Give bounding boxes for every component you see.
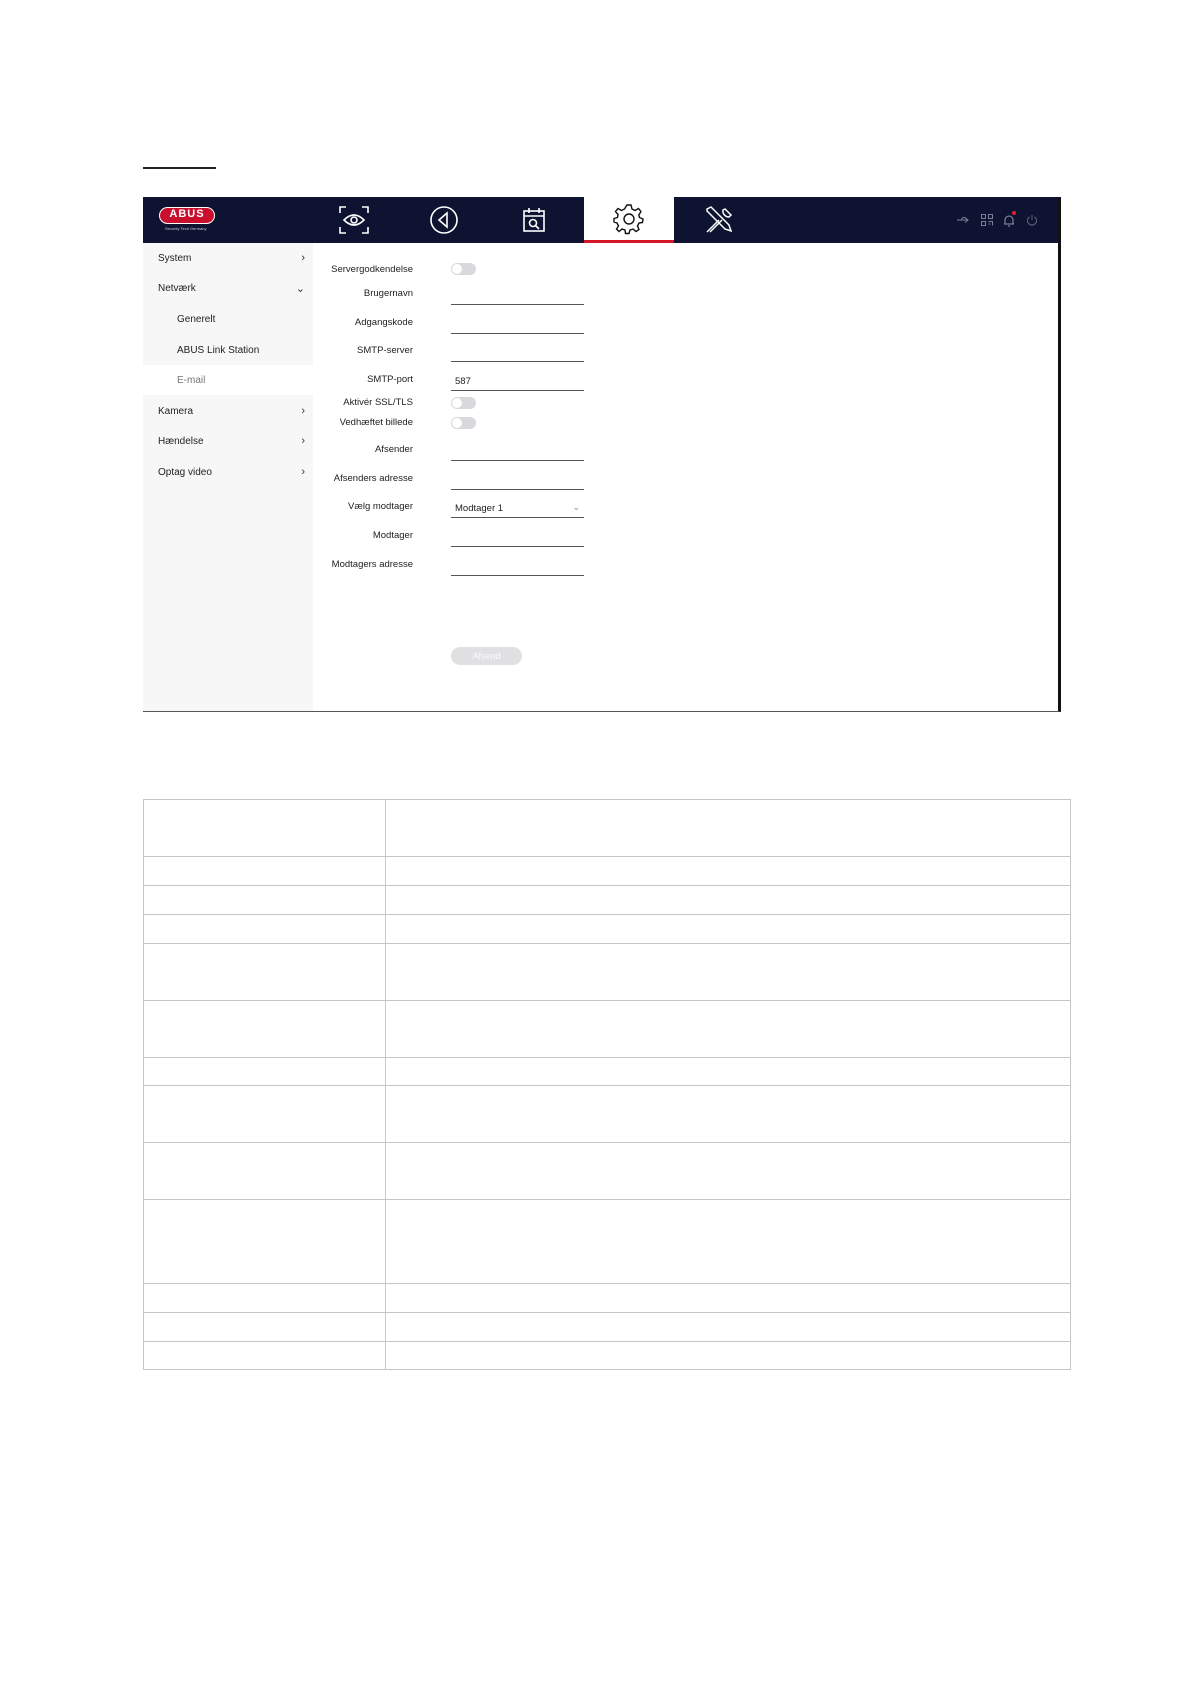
tab-maintenance[interactable]: [674, 197, 764, 243]
table-cell: [386, 915, 1071, 944]
eye-scan-icon: [338, 205, 370, 235]
choose-recipient-select[interactable]: [451, 499, 584, 518]
sidebar-item-label: Hændelse: [158, 435, 204, 447]
table-cell: [386, 857, 1071, 886]
table-cell: [386, 886, 1071, 915]
table-row: [144, 886, 1071, 915]
table-row: [144, 1058, 1071, 1086]
form-row-recipient-address: [143, 553, 613, 577]
chevron-right-icon: ›: [301, 252, 305, 264]
form-row-sender-address: [143, 467, 613, 491]
table-cell: [144, 886, 386, 915]
password-label: Adgangskode: [354, 317, 413, 328]
table-row: [144, 944, 1071, 1001]
tab-playback[interactable]: [399, 197, 489, 243]
tab-search[interactable]: [489, 197, 579, 243]
table-cell: [144, 857, 386, 886]
table-cell: [144, 1200, 386, 1284]
table-cell: [144, 1143, 386, 1200]
table-cell: [144, 1342, 386, 1370]
chevron-down-icon: ⌄: [572, 502, 580, 512]
choose-recipient-value: Modtager 1: [455, 503, 504, 514]
table-cell: [386, 800, 1071, 857]
back-arrow-circle-icon: [429, 205, 459, 235]
logo-text: ABUS: [169, 208, 205, 220]
smtp-port-field[interactable]: 587: [451, 372, 584, 391]
table-row: [144, 1143, 1071, 1200]
gear-icon: [613, 203, 645, 235]
send-button[interactable]: Afsend: [451, 647, 522, 665]
table-cell: [144, 1086, 386, 1143]
ssl-tls-toggle[interactable]: [451, 397, 476, 409]
sidebar-item-label: System: [158, 252, 192, 264]
choose-recipient-label: Vælg modtager: [348, 501, 413, 512]
recipient-address-label: Modtagers adresse: [331, 559, 413, 570]
server-auth-toggle[interactable]: [451, 263, 476, 275]
table-cell: [144, 915, 386, 944]
sender-address-field[interactable]: [451, 471, 584, 490]
nvr-settings-window: [143, 197, 1061, 712]
bell-icon[interactable]: [1001, 212, 1017, 228]
table-cell: [386, 1342, 1071, 1370]
attach-image-toggle[interactable]: [451, 417, 476, 429]
calendar-search-icon: [521, 206, 547, 234]
form-row-username: [143, 282, 613, 306]
table-cell: [386, 1086, 1071, 1143]
table-cell: [386, 944, 1071, 1001]
form-row-server-auth: [143, 258, 613, 282]
logo-tagline: Security Tech Germany: [165, 226, 207, 231]
password-field[interactable]: [451, 315, 584, 334]
power-icon[interactable]: [1024, 212, 1040, 228]
email-settings-form: [143, 243, 1058, 712]
tab-settings[interactable]: [584, 197, 674, 243]
chevron-down-icon: ⌄: [295, 282, 305, 295]
username-field[interactable]: [451, 286, 584, 305]
table-row: [144, 1086, 1071, 1143]
sidebar-item-label: Generelt: [177, 313, 216, 325]
table-row: [144, 1284, 1071, 1313]
form-row-smtp-server: [143, 339, 613, 363]
table-cell: [386, 1058, 1071, 1086]
qr-code-icon[interactable]: [979, 212, 995, 228]
settings-description-table: [143, 799, 1071, 1370]
form-row-password: [143, 311, 613, 335]
form-row-recipient: [143, 524, 613, 548]
sidebar-item-label: Optag video: [158, 466, 212, 478]
top-navigation-bar: [143, 197, 1058, 243]
chevron-right-icon: ›: [301, 405, 305, 417]
sender-label: Afsender: [374, 444, 413, 455]
wrench-screwdriver-icon: [703, 204, 735, 236]
form-row-choose-recipient: [143, 495, 613, 519]
table-cell: [144, 1284, 386, 1313]
toggle-knob: [452, 398, 462, 408]
sender-field[interactable]: [451, 442, 584, 461]
recipient-field[interactable]: [451, 528, 584, 547]
smtp-server-label: SMTP-server: [357, 345, 413, 356]
table-cell: [144, 1058, 386, 1086]
table-cell: [144, 1313, 386, 1342]
notification-dot: [1012, 211, 1016, 215]
table-cell: [144, 944, 386, 1001]
table-cell: [386, 1200, 1071, 1284]
form-row-attach-image: [143, 413, 613, 437]
sidebar-item-label: Netværk: [158, 282, 196, 294]
form-row-sender: [143, 435, 613, 462]
table-cell: [386, 1313, 1071, 1342]
section-title-underline: [143, 167, 216, 169]
tab-live-view[interactable]: [309, 197, 399, 243]
username-label: Brugernavn: [363, 288, 413, 299]
smtp-server-field[interactable]: [451, 343, 584, 362]
usb-icon[interactable]: [955, 212, 971, 228]
recipient-address-field[interactable]: [451, 557, 584, 576]
toggle-knob: [452, 264, 462, 274]
table-row: [144, 1200, 1071, 1284]
sidebar-item-label: Kamera: [158, 405, 194, 417]
table-row: [144, 1342, 1071, 1370]
sidebar-item-label: ABUS Link Station: [177, 344, 260, 356]
table-row: [144, 857, 1071, 886]
smtp-port-label: SMTP-port: [367, 374, 413, 385]
toggle-knob: [452, 418, 462, 428]
sender-address-label: Afsenders adresse: [333, 473, 413, 484]
table-row: [144, 915, 1071, 944]
table-cell: [386, 1143, 1071, 1200]
attach-image-label: Vedhæftet billede: [339, 417, 413, 428]
chevron-right-icon: ›: [301, 466, 305, 478]
table-row: [144, 1313, 1071, 1342]
ssl-tls-label: Aktivér SSL/TLS: [343, 397, 413, 408]
table-row: [144, 1001, 1071, 1058]
table-cell: [386, 1284, 1071, 1313]
recipient-label: Modtager: [372, 530, 413, 541]
table-cell: [144, 1001, 386, 1058]
table-cell: [386, 1001, 1071, 1058]
sidebar-item-label: E-mail: [177, 374, 206, 386]
table-cell: [144, 800, 386, 857]
server-auth-label: Servergodkendelse: [331, 264, 413, 275]
form-row-smtp-port: [143, 368, 613, 392]
abus-logo: [159, 207, 217, 233]
chevron-right-icon: ›: [301, 435, 305, 447]
table-row: [144, 800, 1071, 857]
